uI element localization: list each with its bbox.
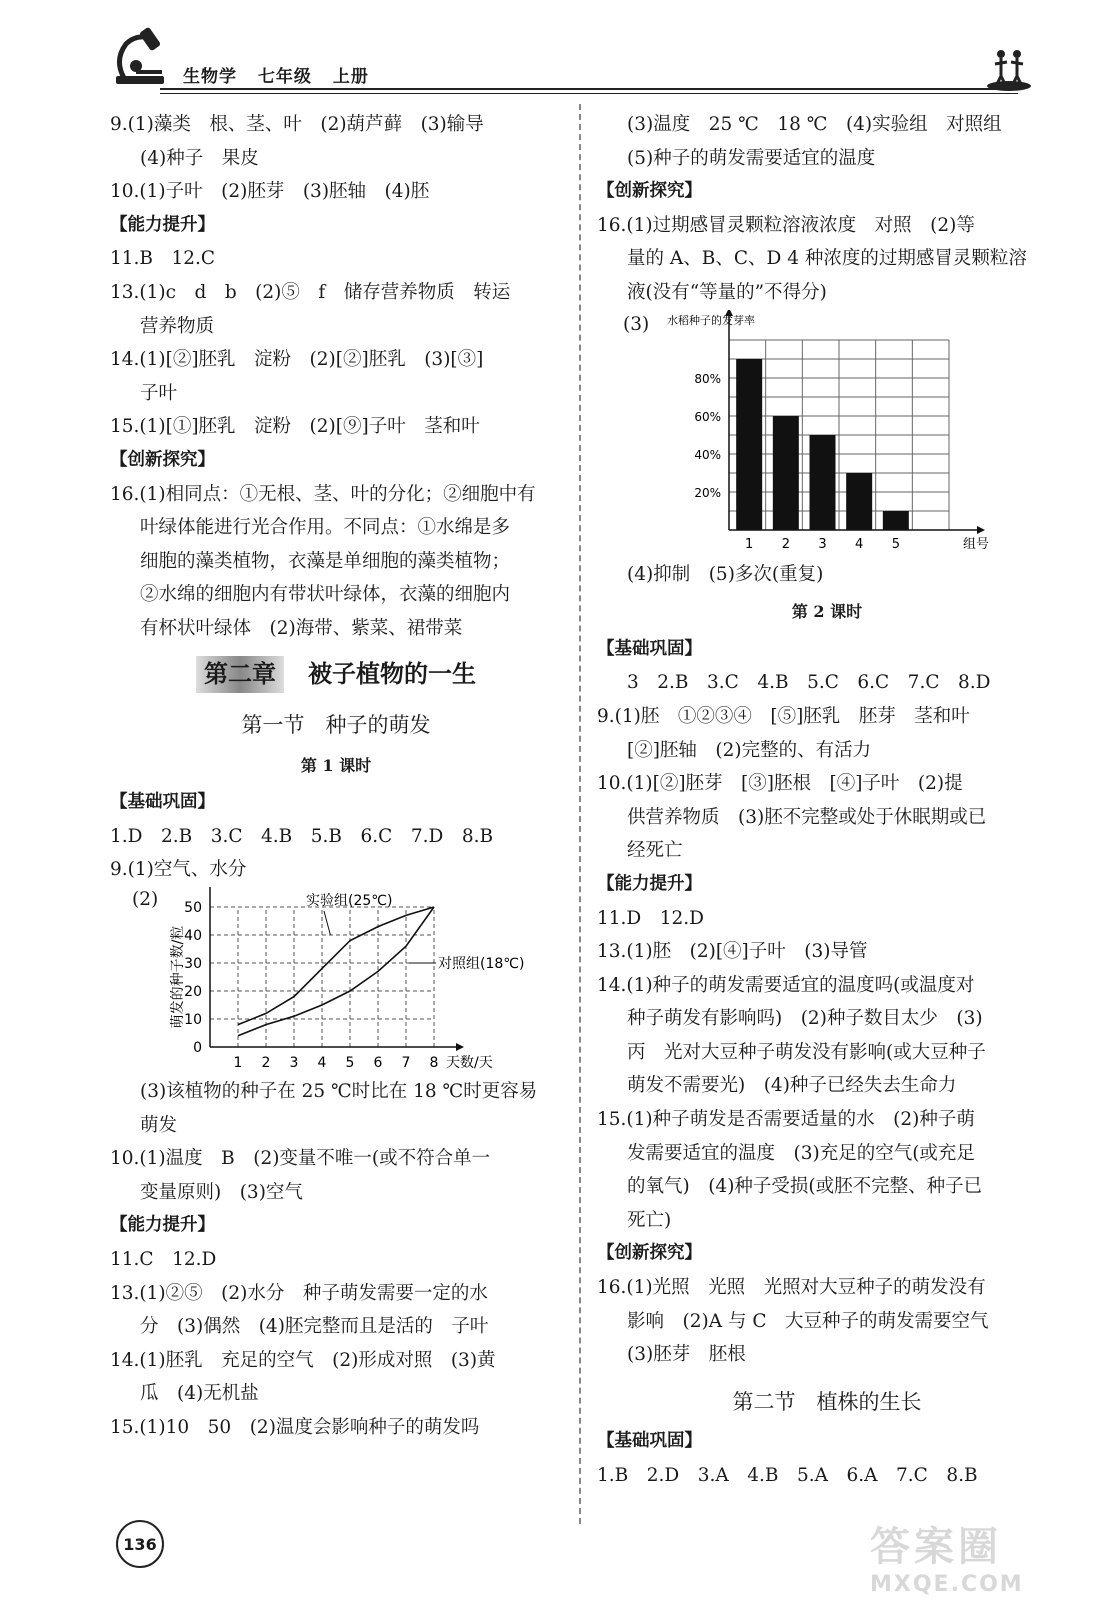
answer-line: 细胞的藻类植物，衣藻是单细胞的藻类植物； bbox=[140, 550, 511, 572]
answer-line: 叶绿体能进行光合作用。不同点：①水绵是多 bbox=[140, 517, 511, 539]
x-tick-label: 4 bbox=[317, 1055, 327, 1072]
bar-chart-figure bbox=[597, 310, 1057, 558]
y-tick-label: 30 bbox=[184, 956, 202, 973]
y-tick-label: 80% bbox=[694, 371, 721, 386]
y-axis-label: 水稻种子的发芽率 bbox=[667, 313, 755, 327]
series-label: 实验组(25℃) bbox=[306, 893, 393, 910]
header-rule-thin bbox=[160, 93, 1018, 94]
answer-line: 种子萌发有影响吗) (2)种子数目太少 (3) bbox=[627, 1008, 983, 1030]
answer-line: 9.(1)胚 ①②③④ [⑤]胚乳 胚芽 茎和叶 bbox=[597, 705, 970, 727]
y-tick-label: 20 bbox=[184, 984, 202, 1001]
bar bbox=[810, 435, 836, 530]
answer-line: (3)胚芽 胚根 bbox=[627, 1344, 746, 1366]
answer-line: (4)抑制 (5)多次(重复) bbox=[627, 563, 824, 585]
x-tick-label: 2 bbox=[261, 1055, 271, 1072]
answer-line: 供营养物质 (3)胚不完整或处于休眠期或已 bbox=[627, 806, 987, 828]
section-heading-innovation: 【创新探究】 bbox=[597, 181, 702, 202]
bar bbox=[736, 359, 762, 530]
answer-line: (3)温度 25 ℃ 18 ℃ (4)实验组 对照组 bbox=[627, 114, 1002, 135]
answer-line: 有杯状叶绿体 (2)海带、紫菜、裙带菜 bbox=[140, 617, 463, 639]
section-heading-ability: 【能力提升】 bbox=[597, 873, 702, 894]
page-number: 136 bbox=[116, 1520, 164, 1568]
section-heading-ability: 【能力提升】 bbox=[110, 1215, 215, 1236]
answer-line: 1.B 2.D 3.A 4.B 5.A 6.A 7.C 8.B bbox=[597, 1465, 978, 1486]
x-axis-label: 组号 bbox=[963, 536, 990, 552]
x-tick-label: 4 bbox=[855, 536, 864, 552]
answer-line: 营养物质 bbox=[140, 315, 215, 337]
answer-line: 1.D 2.B 3.C 4.B 5.B 6.C 7.D 8.B bbox=[110, 825, 494, 847]
y-tick-label: 40% bbox=[694, 447, 721, 462]
answer-line: 量的 A、B、C、D 4 种浓度的过期感冒灵颗粒溶 bbox=[627, 248, 1027, 270]
x-tick-label: 3 bbox=[818, 536, 827, 552]
people-logo-icon bbox=[985, 44, 1033, 92]
section-heading-innovation: 【创新探究】 bbox=[110, 449, 215, 470]
answer-line: 11.D 12.D bbox=[597, 907, 705, 929]
answer-line: 发需要适宜的温度 (3)充足的空气(或充足 bbox=[627, 1142, 975, 1164]
answer-line: 分 (3)偶然 (4)胚完整而且是活的 子叶 bbox=[140, 1316, 489, 1338]
answer-line: 的氧气) (4)种子受损(或胚不完整、种子已 bbox=[627, 1176, 983, 1198]
section-heading-ability: 【能力提升】 bbox=[110, 214, 215, 235]
answer-line: 11.C 12.D bbox=[110, 1249, 217, 1271]
x-tick-label: 3 bbox=[289, 1055, 299, 1072]
answer-line: 变量原则) (3)空气 bbox=[140, 1181, 303, 1203]
x-axis-label: 天数/天 bbox=[446, 1055, 493, 1072]
answer-line: 16.(1)过期感冒灵颗粒溶液浓度 对照 (2)等 bbox=[597, 214, 975, 236]
answer-line: 14.(1)种子的萌发需要适宜的温度吗(或温度对 bbox=[597, 974, 975, 996]
answer-line: 子叶 bbox=[140, 382, 178, 404]
x-tick-label: 8 bbox=[429, 1055, 439, 1072]
answer-line: 10.(1)[②]胚芽 [③]胚根 [④]子叶 (2)提 bbox=[597, 773, 963, 795]
y-tick-label: 20% bbox=[694, 485, 721, 500]
answer-line: 15.(1)[①]胚乳 淀粉 (2)[⑨]子叶 茎和叶 bbox=[110, 416, 480, 438]
answer-line: 影响 (2)A 与 C 大豆种子的萌发需要空气 bbox=[627, 1310, 989, 1332]
bar bbox=[773, 416, 799, 530]
x-tick-label: 1 bbox=[233, 1055, 243, 1072]
x-tick-label: 1 bbox=[745, 536, 754, 552]
answer-line: 13.(1)c d b (2)⑤ f 储存营养物质 转运 bbox=[110, 281, 511, 303]
y-tick-label: 0 bbox=[193, 1040, 202, 1057]
rice-germination-bar-chart bbox=[597, 310, 1017, 558]
header-title bbox=[183, 62, 383, 87]
y-tick-label: 40 bbox=[184, 928, 202, 945]
x-tick-label: 5 bbox=[891, 536, 900, 552]
answer-line: 14.(1)胚乳 充足的空气 (2)形成对照 (3)黄 bbox=[110, 1349, 496, 1371]
seed-germination-line-chart bbox=[110, 887, 550, 1075]
answer-line: [②]胚轴 (2)完整的、有活力 bbox=[627, 739, 872, 761]
answer-line: 萌发不需要光) (4)种子已经失去生命力 bbox=[627, 1075, 957, 1097]
bar bbox=[846, 473, 872, 530]
section-heading-basic: 【基础巩固】 bbox=[110, 792, 215, 813]
y-tick-label: 10 bbox=[184, 1012, 202, 1029]
lesson-title: 第 2 课时 bbox=[791, 602, 863, 622]
figure-label: (3) bbox=[623, 313, 650, 335]
header-rule bbox=[160, 88, 1018, 90]
header-volume: 上册 bbox=[332, 67, 369, 87]
section-heading-innovation: 【创新探究】 bbox=[597, 1243, 702, 1264]
answer-line: 9.(1)藻类 根、茎、叶 (2)葫芦藓 (3)输导 bbox=[110, 114, 484, 135]
answer-line: 11.B 12.C bbox=[110, 248, 216, 270]
answer-line: 瓜 (4)无机盐 bbox=[140, 1383, 259, 1405]
microscope-logo-icon bbox=[106, 20, 176, 90]
section-title: 第一节 种子的萌发 bbox=[241, 713, 431, 738]
chapter-name: 被子植物的一生 bbox=[308, 659, 476, 688]
x-tick-label: 2 bbox=[781, 536, 790, 552]
answer-line: 经死亡 bbox=[627, 840, 683, 862]
answer-line: 死亡) bbox=[627, 1209, 672, 1231]
answer-line: 10.(1)温度 B (2)变量不唯一(或不符合单一 bbox=[110, 1148, 491, 1170]
answer-line: 13.(1)胚 (2)[④]子叶 (3)导管 bbox=[597, 941, 868, 963]
answer-line: (3)该植物的种子在 25 ℃时比在 18 ℃时更容易 bbox=[140, 1081, 538, 1103]
section-heading-basic: 【基础巩固】 bbox=[597, 638, 702, 659]
answer-line: 16.(1)光照 光照 光照对大豆种子的萌发没有 bbox=[597, 1277, 986, 1299]
section-heading-basic: 【基础巩固】 bbox=[597, 1431, 702, 1452]
chapter-title bbox=[110, 656, 562, 694]
answer-line: ②水绵的细胞内有带状叶绿体，衣藻的细胞内 bbox=[140, 584, 511, 606]
x-tick-label: 5 bbox=[345, 1055, 355, 1072]
answer-line: 9.(1)空气、水分 bbox=[110, 859, 247, 881]
series-line bbox=[238, 907, 434, 1036]
y-tick-label: 50 bbox=[184, 900, 202, 917]
x-axis-arrow bbox=[456, 1043, 464, 1051]
lesson-title: 第 1 课时 bbox=[300, 755, 372, 775]
left-column bbox=[110, 108, 562, 1445]
x-tick-label: 7 bbox=[401, 1055, 411, 1072]
line-chart-figure bbox=[110, 887, 562, 1075]
right-column bbox=[597, 108, 1057, 1493]
page-header bbox=[0, 0, 1112, 100]
answer-line: 15.(1)种子萌发是否需要适量的水 (2)种子萌 bbox=[597, 1109, 975, 1131]
series-line bbox=[238, 907, 434, 1025]
y-tick-label: 60% bbox=[694, 409, 721, 424]
watermark-top: 答案圈 bbox=[870, 1524, 1002, 1570]
answer-line: 3 2.B 3.C 4.B 5.C 6.C 7.C 8.D bbox=[627, 672, 991, 694]
section-title: 第二节 植株的生长 bbox=[732, 1389, 922, 1414]
y-axis-label: 萌发的种子数/粒 bbox=[170, 925, 186, 1029]
answer-line: 16.(1)相同点：①无根、茎、叶的分化；②细胞中有 bbox=[110, 483, 536, 505]
answer-line: (5)种子的萌发需要适宜的温度 bbox=[627, 147, 876, 169]
chapter-label: 第二章 bbox=[196, 656, 284, 694]
leader-line bbox=[324, 911, 330, 935]
answer-line: 萌发 bbox=[140, 1114, 178, 1136]
answer-line: 13.(1)②⑤ (2)水分 种子萌发需要一定的水 bbox=[110, 1282, 488, 1304]
answer-line: 14.(1)[②]胚乳 淀粉 (2)[②]胚乳 (3)[③] bbox=[110, 349, 484, 371]
column-divider bbox=[579, 104, 581, 1524]
series-label: 对照组(18℃) bbox=[438, 956, 525, 973]
answer-line: 液(没有“等量的”不得分) bbox=[627, 281, 827, 303]
x-axis-arrow bbox=[977, 526, 985, 534]
answer-line: (4)种子 果皮 bbox=[140, 147, 259, 169]
x-tick-label: 6 bbox=[373, 1055, 383, 1072]
bar bbox=[883, 511, 909, 530]
watermark-bottom: MXQE.COM bbox=[870, 1572, 1024, 1597]
header-grade: 七年级 bbox=[257, 67, 312, 87]
figure-label: (2) bbox=[132, 889, 159, 911]
answer-line: 丙 光对大豆种子萌发没有影响(或大豆种子 bbox=[627, 1041, 986, 1063]
header-subject: 生物学 bbox=[183, 67, 237, 87]
answer-line: 10.(1)子叶 (2)胚芽 (3)胚轴 (4)胚 bbox=[110, 181, 430, 203]
watermark bbox=[870, 1515, 1080, 1595]
answer-line: 15.(1)10 50 (2)温度会影响种子的萌发吗 bbox=[110, 1417, 480, 1438]
